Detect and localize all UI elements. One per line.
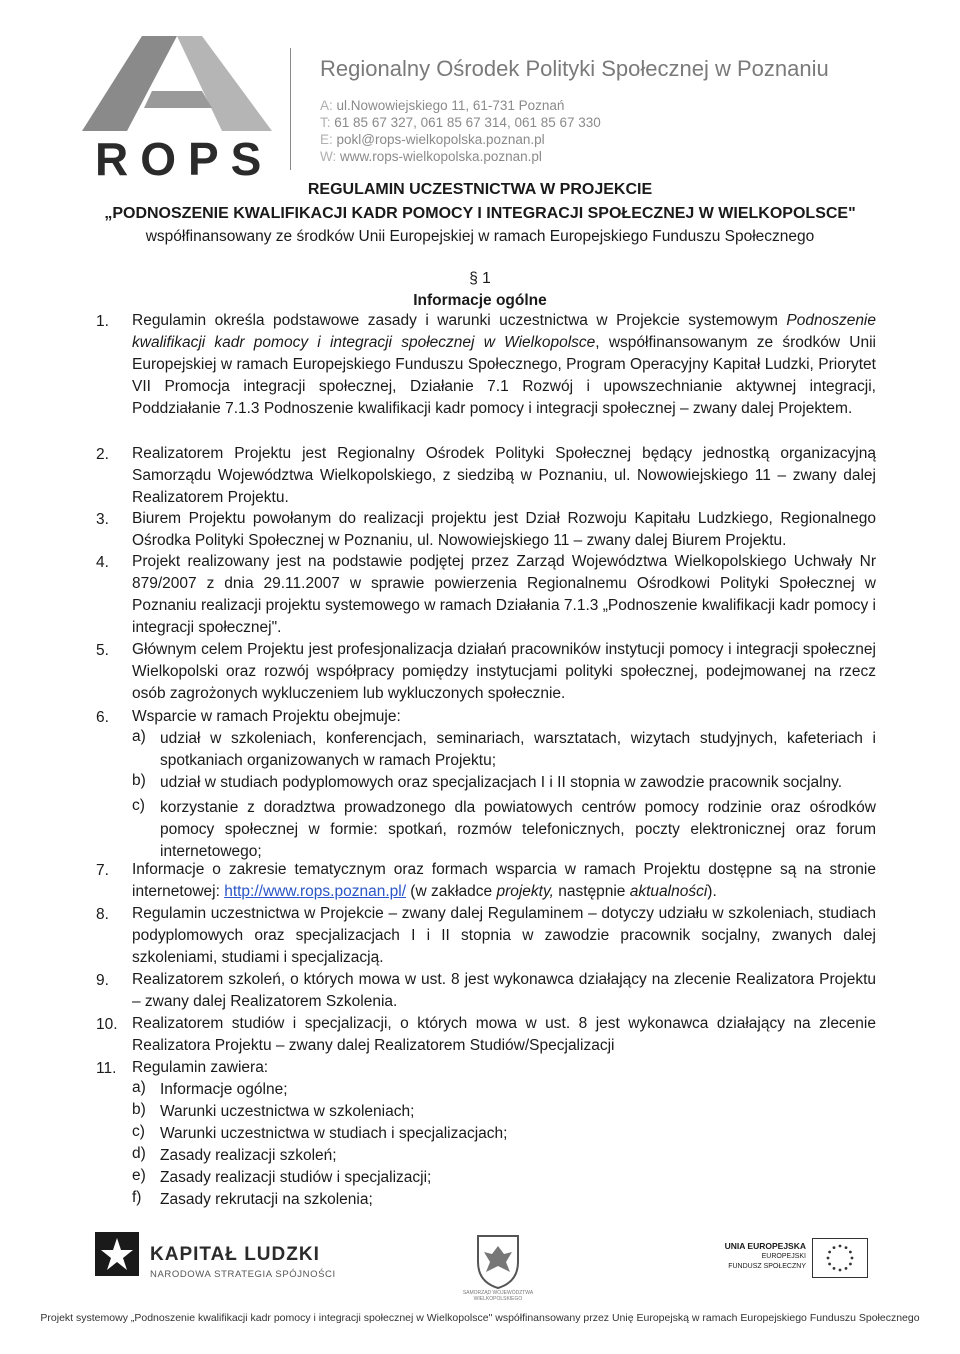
list-letter: d) <box>132 1145 146 1162</box>
item-number: 11. <box>96 1060 117 1077</box>
paragraph-4: Projekt realizowany jest na podstawie podjętej przez Zarząd Województwa Wielkopolskiego Uchwały Nr 879/2007 z dnia 29.11.2007 w sprawie powierzenia Regionalnemu Ośrodkowi Polityki Społecznej w Poznaniu realizacji projektu systemowego w ramach Działania 7.1.3 „Podnoszenie kwalifikacji kadr pomocy i integracji społecznej". <box>132 553 876 636</box>
footer-note: Projekt systemowy „Podnoszenie kwalifikacji kadr pomocy i integracji społecznej w Wielkopolsce" współfinansowany przez Unię Europejską w ramach Europejskiego Funduszu Społecznego <box>40 1312 920 1324</box>
paragraph-10: Realizatorem studiów i specjalizacji, o których mowa w ust. 8 jest wykonawca działający na zlecenie Realizatora Projektu – zwany dalej Realizatorem Studiów/Specjalizacji <box>132 1015 876 1054</box>
item-number: 8. <box>96 906 109 923</box>
item-number: 5. <box>96 642 109 659</box>
item-number: 6. <box>96 709 109 726</box>
header-divider <box>290 48 291 170</box>
list-letter: b) <box>132 1101 146 1118</box>
paragraph-1: Regulamin określa podstawowe zasady i warunki uczestnictwa w Projekcie systemowym Podnoszenie kwalifikacji kadr pomocy i integracji społecznej w Wielkopolsce, współfinansowanym ze środków Unii Europejskiej w ramach Europejskiego Funduszu Społecznego, Program Operacyjny Kapitał Ludzki, Priorytet VII Promocja integracji społecznej, Działanie 7.1 Rozwój i upowszechnianie aktywnej integracji, Poddziałanie 7.1.3 Podnoszenie kwalifikacji kadr pomocy i integracji społecznej – zwany dalej Projektem. <box>132 312 876 417</box>
www-line[interactable]: W: www.rops-wielkopolska.poznan.pl <box>320 149 542 164</box>
paragraph-8: Regulamin uczestnictwa w Projekcie – zwany dalej Regulaminem – dotyczy udziału w szkoleniach, studiach podyplomowych oraz specjalizacjach I i II stopnia w zawodzie pracownik socjalny, zwanych dalej szkoleniami, studiami i specjalizacją. <box>132 905 876 966</box>
item-number: 2. <box>96 446 109 463</box>
kapital-ludzki-logo-icon <box>95 1232 139 1276</box>
list-letter: a) <box>132 728 146 745</box>
kapital-ludzki-title: KAPITAŁ LUDZKI <box>150 1244 320 1265</box>
eu-fund-label: EUROPEJSKI <box>761 1253 806 1260</box>
voivodeship-crest-icon <box>474 1232 522 1290</box>
section-title: Informacje ogólne <box>413 292 547 309</box>
list-item: Zasady realizacji studiów i specjalizacji; <box>160 1169 432 1186</box>
list-item: Informacje ogólne; <box>160 1081 288 1098</box>
list-letter: c) <box>132 797 145 814</box>
eu-flag-icon <box>812 1238 868 1278</box>
list-item: Zasady realizacji szkoleń; <box>160 1147 337 1164</box>
list-letter: f) <box>132 1189 142 1206</box>
paragraph-11: Regulamin zawiera: <box>132 1059 269 1076</box>
logo-text: ROPS <box>95 133 274 185</box>
eu-label: UNIA EUROPEJSKA <box>724 1241 806 1251</box>
paragraph-9: Realizatorem szkoleń, o których mowa w ust. 8 jest wykonawca działający na zlecenie Realizatora Projektu – zwany dalej Realizatorem Szkolenia. <box>132 971 876 1010</box>
list-letter: e) <box>132 1167 146 1184</box>
list-item: Zasady rekrutacji na szkolenia; <box>160 1191 373 1208</box>
item-number: 1. <box>96 313 109 330</box>
list-item: korzystanie z doradztwa prowadzonego dla powiatowych centrów pomocy rodzinie oraz ośrodków pomocy społecznej w formie: spotkań, rozmów telefonicznych, poczty elektronicznej oraz forum internetowego; <box>160 799 876 860</box>
kapital-ludzki-subtitle: NARODOWA STRATEGIA SPÓJNOŚCI <box>150 1269 336 1280</box>
project-title: „PODNOSZENIE KWALIFIKACJI KADR POMOCY I INTEGRACJI SPOŁECZNEJ W WIELKOPOLSCE" <box>104 205 856 222</box>
eu-fund-label: FUNDUSZ SPOŁECZNY <box>728 1263 806 1270</box>
item-number: 9. <box>96 972 109 989</box>
item-number: 3. <box>96 511 109 528</box>
section-number: § 1 <box>469 270 491 287</box>
paragraph-2: Realizatorem Projektu jest Regionalny Ośrodek Polityki Społecznej będący jednostką organizacyjną Samorządu Województwa Wielkopolskiego, z siedzibą w Poznaniu, ul. Nowowiejskiego 11 – zwany dalej Realizatorem Projektu. <box>132 445 876 506</box>
address-line: A: ul.Nowowiejskiego 11, 61-731 Poznań <box>320 98 565 113</box>
paragraph-5: Głównym celem Projektu jest profesjonalizacja działań pracowników instytucji pomocy i integracji społecznej Wielkopolski oraz rozwój współpracy pomiędzy instytucjami polityki społecznej, podejmowanej na rzecz osób zagrożonych wykluczeniem lub wykluczonych społecznie. <box>132 641 876 702</box>
list-item: Warunki uczestnictwa w studiach i specjalizacjach; <box>160 1125 508 1142</box>
list-item: Warunki uczestnictwa w szkoleniach; <box>160 1103 415 1120</box>
paragraph-7: Informacje o zakresie tematycznym oraz formach wsparcia w ramach Projektu dostępne są na stronie internetowej: http://www.rops.poznan.pl/ (w zakładce projekty, następnie aktualności). <box>132 861 876 900</box>
item-number: 7. <box>96 862 109 879</box>
list-letter: b) <box>132 772 146 789</box>
website-link[interactable]: http://www.rops.poznan.pl/ <box>224 883 406 900</box>
list-letter: c) <box>132 1123 145 1140</box>
phone-line: T: 61 85 67 327, 061 85 67 314, 061 85 67 330 <box>320 115 601 130</box>
list-item: udział w szkoleniach, konferencjach, seminariach, warsztatach, wizytach studyjnych, kafeteriach i spotkaniach organizowanych w ramach Projektu; <box>160 730 876 769</box>
item-number: 10. <box>96 1016 118 1033</box>
list-item: udział w studiach podyplomowych oraz specjalizacjach I i II stopnia w zawodzie pracownik socjalny. <box>160 774 843 791</box>
list-letter: a) <box>132 1079 146 1096</box>
item-number: 4. <box>96 554 109 571</box>
paragraph-6: Wsparcie w ramach Projektu obejmuje: <box>132 708 401 725</box>
document-title: REGULAMIN UCZESTNICTWA W PROJEKCIE <box>307 181 653 198</box>
org-name: Regionalny Ośrodek Polityki Społecznej w Poznaniu <box>320 56 829 81</box>
paragraph-3: Biurem Projektu powołanym do realizacji projektu jest Dział Rozwoju Kapitału Ludzkiego, Regionalnego Ośrodka Polityki Społecznej w Poznaniu, ul. Nowowiejskiego 11 – zwany dalej Biurem Projektu. <box>132 510 876 549</box>
email-line[interactable]: E: pokl@rops-wielkopolska.poznan.pl <box>320 132 545 147</box>
crest-caption: SAMORZĄD WOJEWÓDZTWA WIELKOPOLSKIEGO <box>462 1290 534 1302</box>
funding-line: współfinansowany ze środków Unii Europejskiej w ramach Europejskiego Funduszu Społecznego <box>145 228 815 245</box>
